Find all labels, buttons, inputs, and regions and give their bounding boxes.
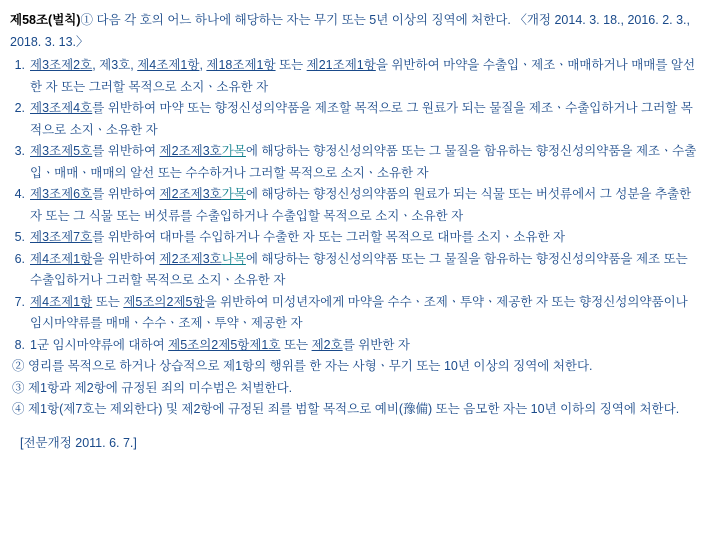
law-ref-link[interactable]: 제3조제7호	[30, 230, 93, 244]
law-ref-link[interactable]: 제3조제2호	[30, 58, 93, 72]
list-item	[10, 184, 697, 227]
clause-2: ② 영리를 목적으로 하거나 상습적으로 제1항의 행위를 한 자는 사형ㆍ무기 또는 10년 이상의 징역에 처한다.	[12, 359, 593, 373]
clause-1-marker: ①	[80, 13, 94, 27]
law-ref-subitem-link[interactable]: 가목	[221, 144, 246, 158]
list-item-fragment: 을 위반하여	[92, 251, 160, 266]
list-item-number: 8.	[14, 337, 25, 352]
list-item-text	[30, 292, 697, 335]
law-ref-link[interactable]: 제21조제1항	[306, 58, 376, 72]
list-item-fragment: 에 해당하는 향정신성의약품의 원료가 되는 식물 또는 버섯류에서 그 성분을 추출한 자 또는 그 식물 또는 버섯류를 수출입하거나 수출입할 목적으로 소지ㆍ소유한 자	[30, 187, 692, 223]
list-item-fragment: 를 위반하여	[92, 187, 160, 201]
law-ref-subitem-link[interactable]: 나목	[221, 251, 246, 266]
list-item-text	[30, 184, 697, 227]
law-ref-link[interactable]: 제4조제1항	[30, 251, 93, 266]
article-title: 제58조(벌칙)	[10, 13, 81, 27]
revision-note: [전문개정 2011. 6. 7.]	[20, 435, 137, 450]
law-ref-link[interactable]: 제5조의2제5항	[123, 294, 205, 309]
law-ref-link[interactable]: 제2호	[311, 337, 343, 352]
list-item-text	[30, 227, 697, 249]
list-item-text	[30, 98, 697, 141]
list-item-fragment: 를 위반하여 마약 또는 향정신성의약품을 제조할 목적으로 그 원료가 되는 물질을 제조ㆍ수출입하거나 그러할 목적으로 소지ㆍ소유한 자	[30, 101, 693, 137]
clause-1-amendment: 〈개정 2014. 3. 18., 2016. 2. 3., 2018. 3. 13.〉	[10, 13, 690, 49]
list-item-fragment: 를 위반한 자	[342, 337, 411, 352]
clause-3: ③ 제1항과 제2항에 규정된 죄의 미수범은 처벌한다.	[12, 380, 293, 395]
list-item-fragment: , 제3호,	[92, 58, 138, 72]
list-item-number: 3.	[14, 144, 25, 158]
list-item-number: 1.	[14, 58, 25, 72]
list-item	[10, 55, 697, 98]
list-item	[10, 141, 697, 184]
law-ref-link[interactable]: 제3조제5호	[30, 144, 93, 158]
law-ref-link[interactable]: 제18조제1항	[206, 58, 276, 72]
list-item-fragment: 또는	[275, 58, 307, 72]
list-item-fragment: 을 위반하여 마약을 수출입ㆍ제조ㆍ매매하거나 매매를 알선한 자 또는 그러할 목적으로 소지ㆍ소유한 자	[30, 58, 696, 94]
list-item	[10, 335, 697, 357]
list-item-text	[30, 335, 697, 357]
list-item-fragment: 또는	[92, 294, 124, 309]
clause-1-item-list	[10, 55, 697, 356]
law-ref-link[interactable]: 제4조제1항	[137, 58, 200, 72]
list-item-fragment: 또는	[280, 337, 312, 352]
list-item	[10, 292, 697, 335]
law-ref-link[interactable]: 제2조제3호	[159, 144, 222, 158]
law-ref-link[interactable]: 제4조제1항	[30, 294, 93, 309]
law-ref-link[interactable]: 제2조제3호	[159, 187, 222, 201]
list-item-number: 5.	[14, 230, 25, 244]
list-item	[10, 227, 697, 249]
list-item-text	[30, 249, 697, 292]
law-ref-link[interactable]: 제5조의2제5항제1호	[168, 337, 281, 352]
list-item-number: 7.	[14, 294, 25, 309]
list-item-fragment: 에 해당하는 향정신성의약품 또는 그 물질을 함유하는 향정신성의약품을 제조 또는 수출입하거나 그러할 목적으로 소지ㆍ소유한 자	[30, 251, 688, 287]
law-ref-link[interactable]: 제3조제4호	[30, 101, 93, 115]
list-item-fragment: 1군 임시마약류에 대하여	[30, 337, 169, 352]
list-item-fragment: 를 위반하여	[92, 144, 160, 158]
list-item	[10, 98, 697, 141]
clause-1-text: 다음 각 호의 어느 하나에 해당하는 자는 무기 또는 5년 이상의 징역에 처한다.	[93, 13, 515, 27]
list-item-fragment: 를 위반하여 대마를 수입하거나 수출한 자 또는 그러할 목적으로 대마를 소지ㆍ소유한 자	[92, 230, 566, 244]
list-item-text	[30, 141, 697, 184]
list-item-fragment: ,	[199, 58, 207, 72]
clause-4: ④ 제1항(제7호는 제외한다) 및 제2항에 규정된 죄를 범할 목적으로 예비(豫備) 또는 음모한 자는 10년 이하의 징역에 처한다.	[12, 402, 680, 416]
clause-1	[10, 10, 697, 53]
list-item-text	[30, 55, 697, 98]
list-item-fragment: 에 해당하는 향정신성의약품 또는 그 물질을 함유하는 향정신성의약품을 제조ㆍ수출입ㆍ매매ㆍ매매의 알선 또는 수수하거나 그러할 목적으로 소지ㆍ소유한 자	[30, 144, 697, 180]
list-item-number: 4.	[14, 187, 25, 201]
list-item-number: 6.	[14, 251, 25, 266]
list-item	[10, 249, 697, 292]
list-item-fragment: 을 위반하여 미성년자에게 마약을 수수ㆍ조제ㆍ투약ㆍ제공한 자 또는 향정신성의약품이나 임시마약류를 매매ㆍ수수ㆍ조제ㆍ투약ㆍ제공한 자	[30, 294, 688, 330]
law-ref-link[interactable]: 제2조제3호	[159, 251, 222, 266]
law-ref-subitem-link[interactable]: 가목	[221, 187, 246, 201]
law-ref-link[interactable]: 제3조제6호	[30, 187, 93, 201]
list-item-number: 2.	[14, 101, 25, 115]
